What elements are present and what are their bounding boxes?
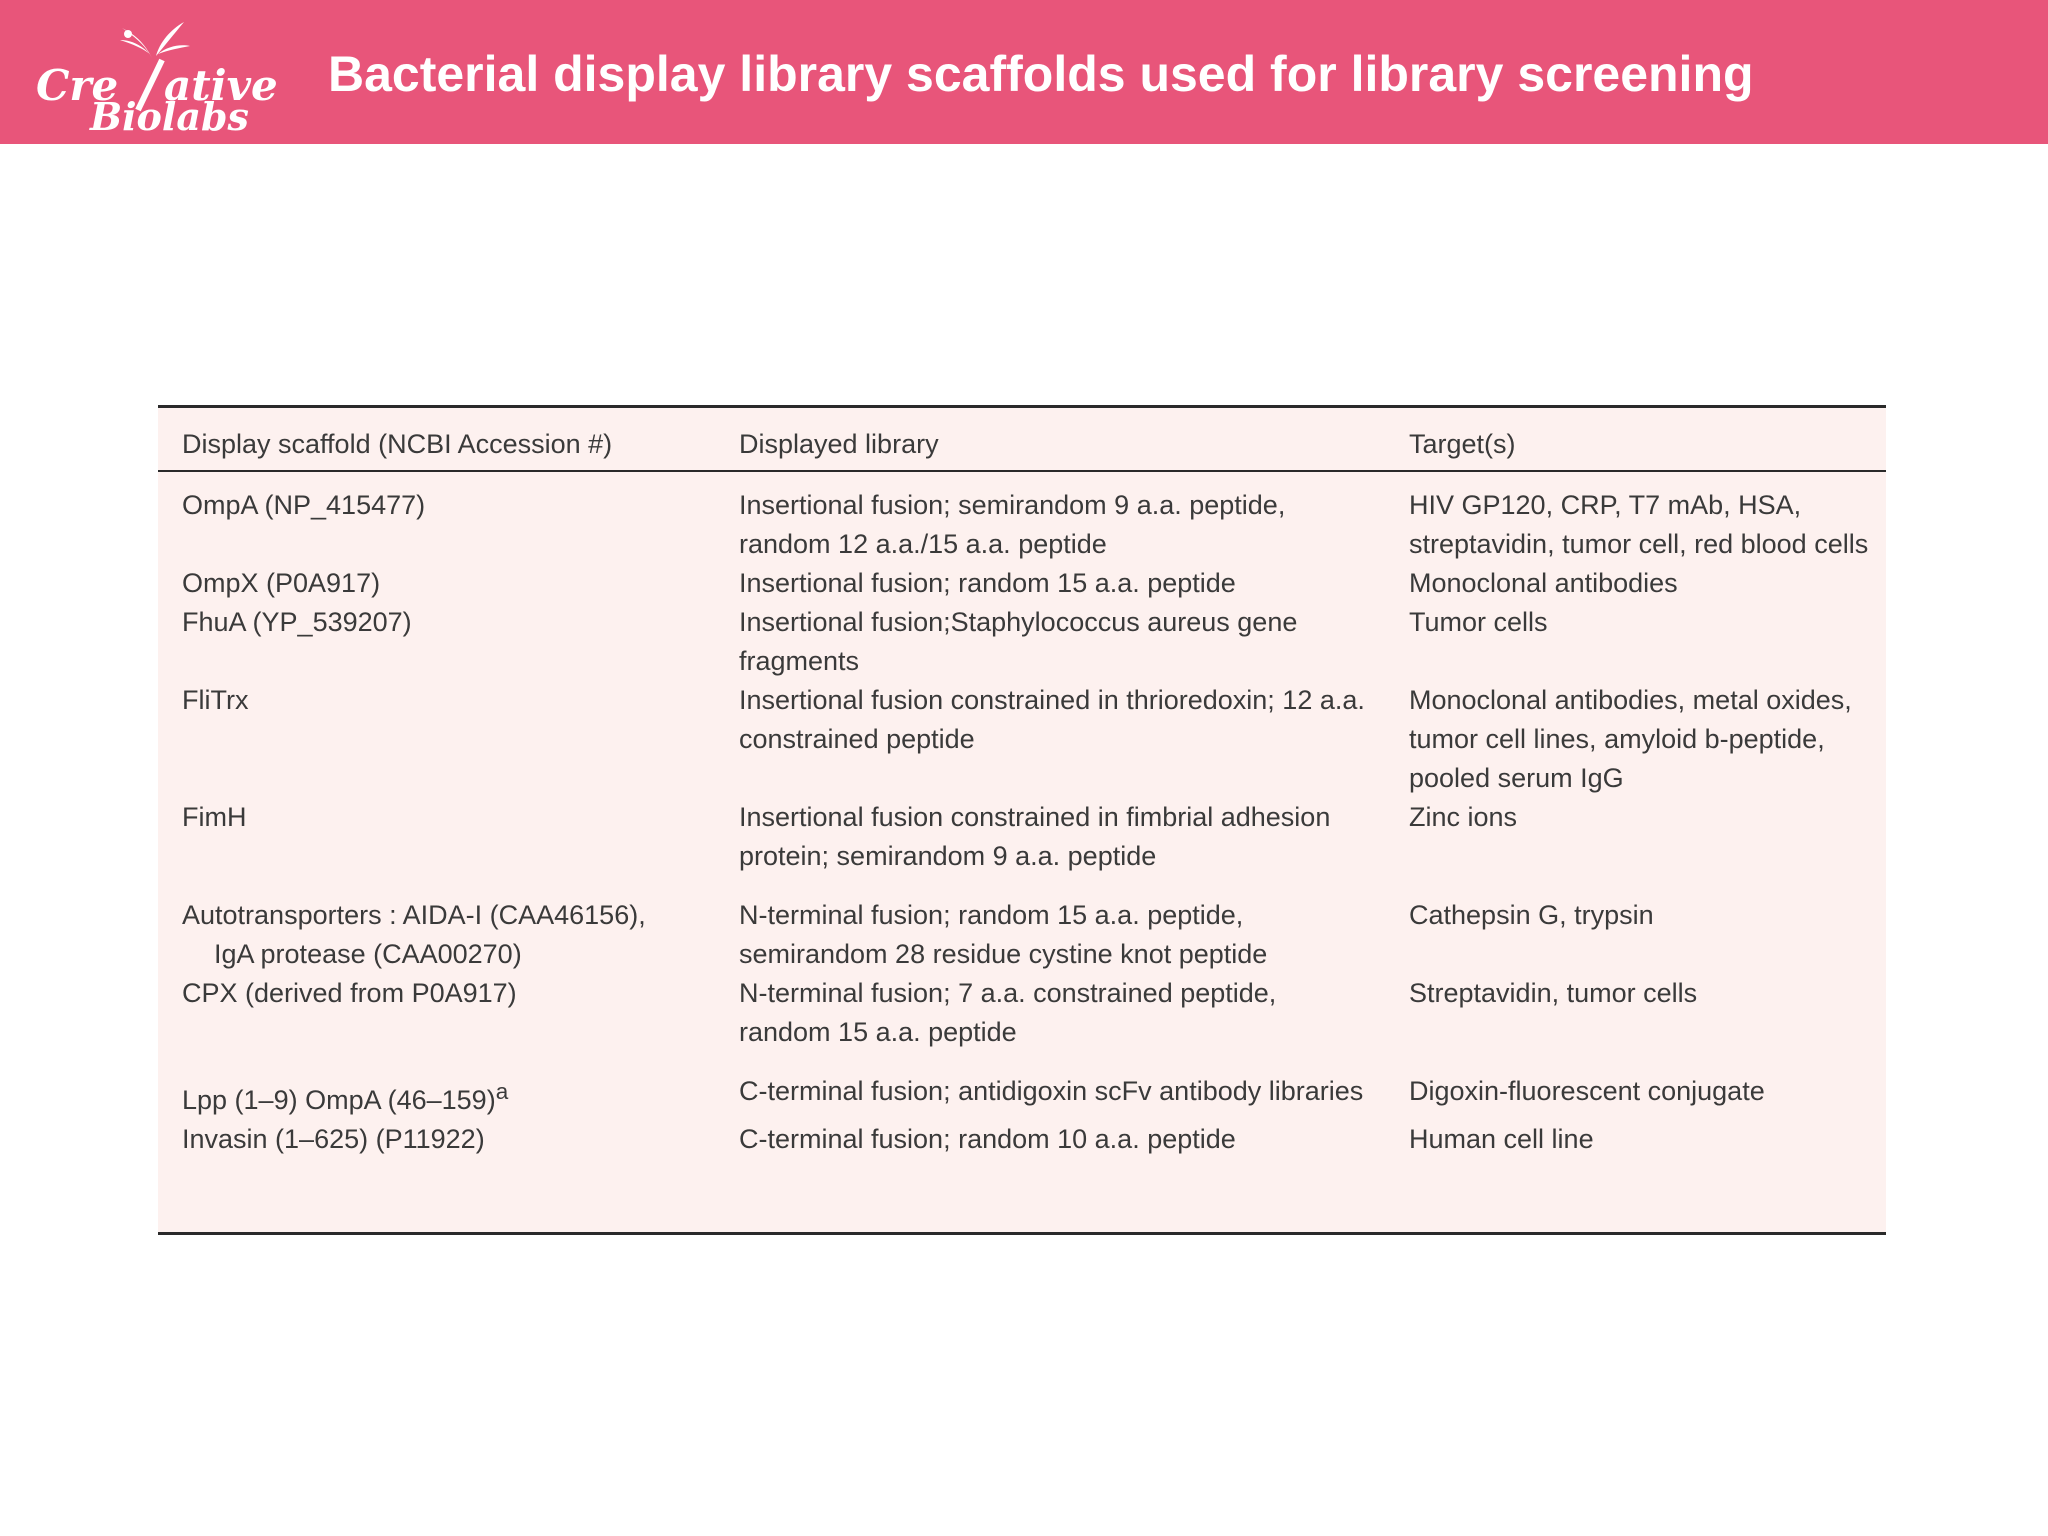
cell-library: Insertional fusion constrained in fimbrial adhesion protein; semirandom 9 a.a. peptide	[739, 802, 1331, 871]
cell-library: C-terminal fusion; random 10 a.a. peptide	[739, 1124, 1236, 1154]
table-row	[158, 974, 1886, 1052]
scaffold-table	[158, 408, 1886, 1159]
cell-scaffold: FhuA (YP_539207)	[182, 607, 412, 637]
cell-scaffold: Invasin (1–625) (P11922)	[182, 1124, 485, 1154]
cell-scaffold: CPX (derived from P0A917)	[182, 978, 517, 1008]
table-row	[158, 681, 1886, 798]
cell-scaffold	[158, 1052, 715, 1120]
table-row	[158, 564, 1886, 603]
scaffold-text: Lpp (1–9) OmpA (46–159)	[182, 1085, 496, 1115]
svg-text:Biolabs: Biolabs	[90, 94, 249, 132]
table-row	[158, 876, 1886, 974]
cell-library: Insertional fusion; semirandom 9 a.a. peptide, random 12 a.a./15 a.a. peptide	[739, 490, 1286, 559]
cell-scaffold: OmpX (P0A917)	[182, 568, 381, 598]
cell-scaffold: OmpA (NP_415477)	[182, 490, 426, 520]
table-row	[158, 1052, 1886, 1120]
cell-scaffold: FimH	[182, 802, 247, 832]
table-row	[158, 471, 1886, 564]
cell-targets: Streptavidin, tumor cells	[1409, 978, 1698, 1008]
cell-targets: Zinc ions	[1409, 802, 1518, 832]
svg-text:Cre: Cre	[36, 61, 119, 110]
scaffold-line-2: IgA protease (CAA00270)	[214, 939, 522, 969]
table-header-row	[158, 408, 1886, 471]
cell-library: Insertional fusion;Staphylococcus aureus gene fragments	[739, 607, 1298, 676]
cell-targets: HIV GP120, CRP, T7 mAb, HSA, streptavidin, tumor cell, red blood cells	[1409, 490, 1869, 559]
svg-text:ative: ative	[164, 61, 278, 110]
table-row	[158, 798, 1886, 876]
scaffold-line-1: Autotransporters : AIDA-I (CAA46156),	[182, 900, 646, 930]
page-title: Bacterial display library scaffolds used for library screening	[328, 46, 1754, 102]
table-row	[158, 1120, 1886, 1159]
column-header-library: Displayed library	[715, 408, 1385, 471]
cell-scaffold: FliTrx	[182, 685, 249, 715]
cell-targets: Monoclonal antibodies, metal oxides, tumor cell lines, amyloid b-peptide, pooled serum IgG	[1409, 685, 1852, 793]
cell-library: N-terminal fusion; 7 a.a. constrained peptide, random 15 a.a. peptide	[739, 978, 1277, 1047]
cell-library: N-terminal fusion; random 15 a.a. peptide, semirandom 28 residue cystine knot peptide	[739, 900, 1268, 969]
cell-targets: Human cell line	[1409, 1124, 1594, 1154]
column-header-targets: Target(s)	[1385, 408, 1886, 471]
cell-library: C-terminal fusion; antidigoxin scFv antibody libraries	[739, 1076, 1364, 1106]
logo-mark	[34, 14, 284, 132]
header-bar	[0, 0, 2048, 144]
creative-biolabs-logo	[34, 14, 284, 132]
cell-targets: Digoxin-fluorescent conjugate	[1409, 1076, 1765, 1106]
column-header-scaffold: Display scaffold (NCBI Accession #)	[158, 408, 715, 471]
footnote-marker: a	[495, 1079, 509, 1104]
cell-targets: Monoclonal antibodies	[1409, 568, 1678, 598]
cell-scaffold	[158, 876, 715, 974]
cell-targets: Tumor cells	[1409, 607, 1548, 637]
table-row	[158, 603, 1886, 681]
cell-library: Insertional fusion; random 15 a.a. peptide	[739, 568, 1236, 598]
scaffold-table-container	[158, 405, 1886, 1235]
cell-library: Insertional fusion constrained in thrioredoxin; 12 a.a. constrained peptide	[739, 685, 1365, 754]
cell-targets: Cathepsin G, trypsin	[1409, 900, 1654, 930]
